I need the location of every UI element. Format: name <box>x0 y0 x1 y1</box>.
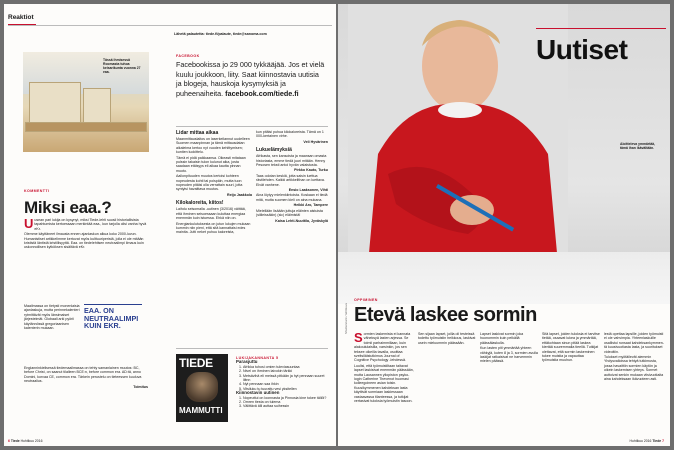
lukuelamyksia-title: Lukuelämyksiä <box>256 147 292 154</box>
list-item[interactable]: 4. Nyt pennaan saa ihkin <box>243 382 328 386</box>
mostread-title: Parasjuttu <box>236 359 258 365</box>
luku-sign-2: Ensio Laaksonen, Vihti <box>288 188 328 193</box>
facebook-text: Facebookissa jo 29 000 tykkääjää. Jos et vielä kuulu joukkoon, liity. Saat kiinnostavia uutisia ja blogeja, hauskoja kysymyksiä ja puheenaiheita. <box>176 60 325 98</box>
left-page <box>4 4 336 446</box>
mammoth-image <box>186 372 218 402</box>
article-p6: Sitä lapset, joiden tuloksia ei tarvitse tietää, osaavat lukea ja ymmärtää, ettäkohtaan sinun pitää laskea kiertää suuremmalla tieellä. Tutkijat olettavat, että sormin laskeminen tukee muistia ja vapauttaa työmuistia muuhun. <box>542 332 600 363</box>
luku-item-1: Afrikasta, sen kansoista ja maansan omasta historiasta, emme tiedä juuri mitään. Henny Pesosen teksti antoi hyvän valaistusta. <box>256 154 327 168</box>
footer-brand: Tiede <box>10 439 20 443</box>
article-p8: Tulokset myötäilevät aiemmin Yhdysvalloissa tehtyä tutkimusta, jossa havaittiin sormien käytön ja oikein laskemisen yhteys. Sormet auttoivat senkin mukaan viisivuotiaita aina kahdeksaan ikävuoteen asti. <box>604 355 664 382</box>
painting-terrace <box>25 122 147 132</box>
list-item[interactable]: 3. Välittävä älli auttaa suihessin <box>243 404 328 408</box>
photo-caption: Aloittelevа ymmärtää, tämä ihan ikävältään. <box>620 142 656 150</box>
list-item[interactable]: 2. Omren tiesta on tulema <box>243 400 328 404</box>
header-divider <box>8 25 332 26</box>
article-p2a: Luulisi, että työmuistiltaan taitavat lapset laskisivat enemmän päässään, mutta Lausannen yliopiston psykologin Catherine Thevenot huomasi kolleegoineen asian toisin. Kuusikymmenen kahdeksan lasta käyttivät sormiaan laskiessaan vastaavassa tilanteessa, ja tutkijat vertasivat tuloksia työmuistin tasoon. <box>354 363 414 404</box>
article-p5: Kun lasten piti ymmärtää yhteen vähkyjä, kuten 8 ja 3, sormien avulla laskijat ratkaisivat ne harvemmin mielen päässä. <box>480 346 538 364</box>
commentary-p2: Olemme käyttäneet ilmausta ennen ajanlaskun alkua koko 2000-luvun. Humanistiset artikkelimme kertovat myös kulttuuriperistä, jolla ei ole mitään krististä läntistä kristillisyyttä. Eaa. on tiedelehtisen neutraalimpi ilmaus kuin uskonnollisen kytköksen sisältävä eKr. <box>24 232 144 250</box>
left-footer <box>8 439 42 443</box>
facebook-divider <box>176 126 328 127</box>
lidar-more2: Aallonpituuden muutos kertoisi kohteen nopeudesta kohti tai poispäin, mutta tuon nopeuden pitäisi olla verrattain suuri, jotta syntyisi havaittava muutos. <box>176 174 243 192</box>
kilokalori-title: Kilokaloreita, kiitos! <box>176 200 224 207</box>
article-column-2 <box>418 332 476 346</box>
section-title-uutiset: Uutiset <box>536 34 628 65</box>
luku-sign-4: Kaisa Lehti-Nuuttila, Jyväskylä <box>275 218 328 223</box>
kilokalori-sign: Veli Hyvärinen <box>303 139 328 144</box>
list-item[interactable]: 2. Nivel on ihminen laivokin tärkki <box>243 369 328 373</box>
lidar-sign: Reijo Jaakkola <box>227 192 252 197</box>
commentary-p1: usean pari lukija on kysynyt, miksi Tiede-lehti suosii historiallisista tapahtumista kertoessaan merkintää eaa., kun tarjolla olisi vanha hyvä eKr. <box>34 218 147 231</box>
footer-page-number: 7 <box>662 439 664 443</box>
list-item[interactable]: 3. Metsävihä eli meissä pitkään ja hyt pennaan suuret liitnn <box>243 374 328 383</box>
boy-photo <box>338 4 670 304</box>
section-title: Reaktiot <box>8 14 34 21</box>
roman-painting <box>23 52 149 152</box>
article-headline: Etevä laskee sormin <box>354 304 537 326</box>
article-p4: Lapset laskivat sormin joka huonommin kuin pelkällä päässälaskulla. <box>480 332 524 345</box>
footer-issue: Huhtikuu 2016 <box>629 439 652 443</box>
mostread-divider <box>176 348 328 349</box>
footer-brand: Tiede <box>652 439 662 443</box>
commentary-body <box>24 218 148 251</box>
letters-column-1 <box>176 130 252 236</box>
boy-illustration <box>348 4 568 264</box>
footer-page-number: 6 <box>8 439 10 443</box>
article-column-5 <box>604 332 664 382</box>
painting-temple <box>29 82 81 124</box>
article-column-3 <box>480 332 538 365</box>
facebook-kicker: FACEBOOK <box>176 54 200 58</box>
list-item[interactable]: 5. Vitsiluku tu tuurattu vesi yksitellen <box>243 387 328 391</box>
luku-item-4: Mielellään lisäään juttuja eläinten aistuista (siiileissäkin) (sic) eläimistä! <box>256 208 323 218</box>
dropcap: U <box>24 216 34 231</box>
lidar-title: Lidar mittaa aikaa <box>176 130 219 136</box>
lidar-more: Tämä ei pidä paikkaansa. Oikeasti mitataan pulssin takaisin tulon kulunut aika, josta saadaan etäisyys eli aikaa kautta pinnan muoto. <box>176 155 246 173</box>
magazine-subtitle: MAMMUTTI <box>179 406 223 415</box>
lidar-body: Maanmittauslaitos on laserkeilannut uudelleen Suomen maanpinnan ja tämä mittausdatan aikaleima kertoo nyt vuoden kehittymisen; kuntien luokittelu. <box>176 137 250 155</box>
list-item[interactable]: 1. Nopeuttui on loonnasta ja Pinnosia kine tokee tällöl? <box>243 396 328 400</box>
facebook-block <box>176 60 326 98</box>
magazine-cover <box>176 354 228 422</box>
uutiset-rule <box>536 28 666 29</box>
commentary-p3: Maailmassa on tietysti monenlaisia ajanlaskuja, mutta perinnekalenteri rytmittävät myös länsimaiset järjestelmät. Globaali arki pyörii käytännössä gregoriaanisen kalenterin mukaan. <box>24 304 80 331</box>
kilokalori-more2: kun pitäisi puhua kilokaloreista. Tämä on 1 000-kertainen virhe. <box>256 130 324 139</box>
article-dropcap: S <box>354 330 363 345</box>
kilokalori-body: Laihdu seisomalla -uutinen (3/2016) väittää, että ihminen seisoessaan kuluttaa energiaa enemmän kuin istuessa. Ehkä niin on. <box>176 207 246 221</box>
luku-item-3: Aina löytyy mielenkiintoista. Koskaan ei tiedä mitä, mutta suomen kieli on aina mukana. <box>256 193 328 202</box>
magazine-title: TIEDE <box>179 356 213 370</box>
commentary-body-lower <box>24 366 148 390</box>
luku-sign-3: Heikki Aro, Tampere <box>293 203 328 208</box>
right-page <box>338 4 670 446</box>
list-item[interactable]: 1. Afrikka tuhosi omien tuleviasuuntaa <box>243 365 328 369</box>
letters-column-2 <box>256 130 328 224</box>
article-column-4 <box>542 332 600 364</box>
article-column-1 <box>354 332 414 405</box>
commentary-body-narrow <box>24 304 80 331</box>
commentary-kicker: KOMMENTTI <box>24 189 50 193</box>
commentary-title: Miksi eaa.? <box>24 198 112 217</box>
footer-issue: Huhtikuu 2016 <box>20 439 43 443</box>
pull-quote: EAA. ON NEUTRAALIMPI KUIN EKR. <box>84 304 142 330</box>
article-kicker: OPPIMINEN <box>354 298 378 302</box>
article-p7: lestä opettaa lapsille, joiden työmuisti ei ole vahvimpia. Yhteenlaskuille osallistui runsaat kahdeksankymmentä kuusivuotiasta lasta, ja suoritukset videoitiin. <box>604 332 664 354</box>
mostread-title2: Kiinnostavin uutinen <box>236 390 280 396</box>
article-p1: ormien laskemista ei kannata väheksyä lasten arjessa. Se toimii parhaimmillaan, kuin alakoululaisilla, varsinkin, jos sen teksee oikeilla tavalla, osoittaa sveitsiläistutkimus Journal of Cognitive Psychology -lehdessä. <box>354 332 411 363</box>
luku-item-2: Taas odotan keskiä, jotta saisin luettua rästilehden. Kaikki artikkelithan on luettava. Eivät vanhene. <box>256 173 325 187</box>
desk-surface <box>338 252 670 304</box>
most-read-list <box>236 356 328 409</box>
commentary-signature: Toimitus <box>133 384 148 389</box>
photo-credit: Shutterstock / lehtikuva <box>344 302 348 334</box>
kilokalori-more: Energiankulutuksesta on jutun lukujen mukaan kummin niin pieni, että sitä kannattaisi edes mainita. Jutti neket puhuu kaloreista, <box>176 221 251 235</box>
mostread-kicker: LUKIJAKANNANTA 5 <box>236 356 279 360</box>
article-p3: Sen sijaan lapset, joilla oli testeissä todettu työmuistin heikkous, laskivat usein mieluummin päässään. <box>418 332 476 345</box>
commentary-p4: Englanninkielisessä tiedemaailmassa on tehty samanlainen muutos: BC, before Christ, on saanut tilalleen BCE:n, before common era. AD:tä, anno Domini, korvaa CE, common era. Tärkein perustelu on tieteessen kuuluva neutraalius. <box>24 366 142 384</box>
painting-tower <box>83 88 111 124</box>
painting-caption: Tässä ihmisessä Roomasta tuhoa keisarikunta vuonna 27 eaa. <box>103 58 141 74</box>
contact-line: Lähetä palautetta: tiede.fi/palaute, tiede@sanoma.com <box>174 32 267 36</box>
facebook-link[interactable]: facebook.com/tiede.fi <box>225 88 299 98</box>
right-footer <box>630 439 664 443</box>
luku-sign-1: Pirkko Kauto, Turku <box>294 168 328 173</box>
